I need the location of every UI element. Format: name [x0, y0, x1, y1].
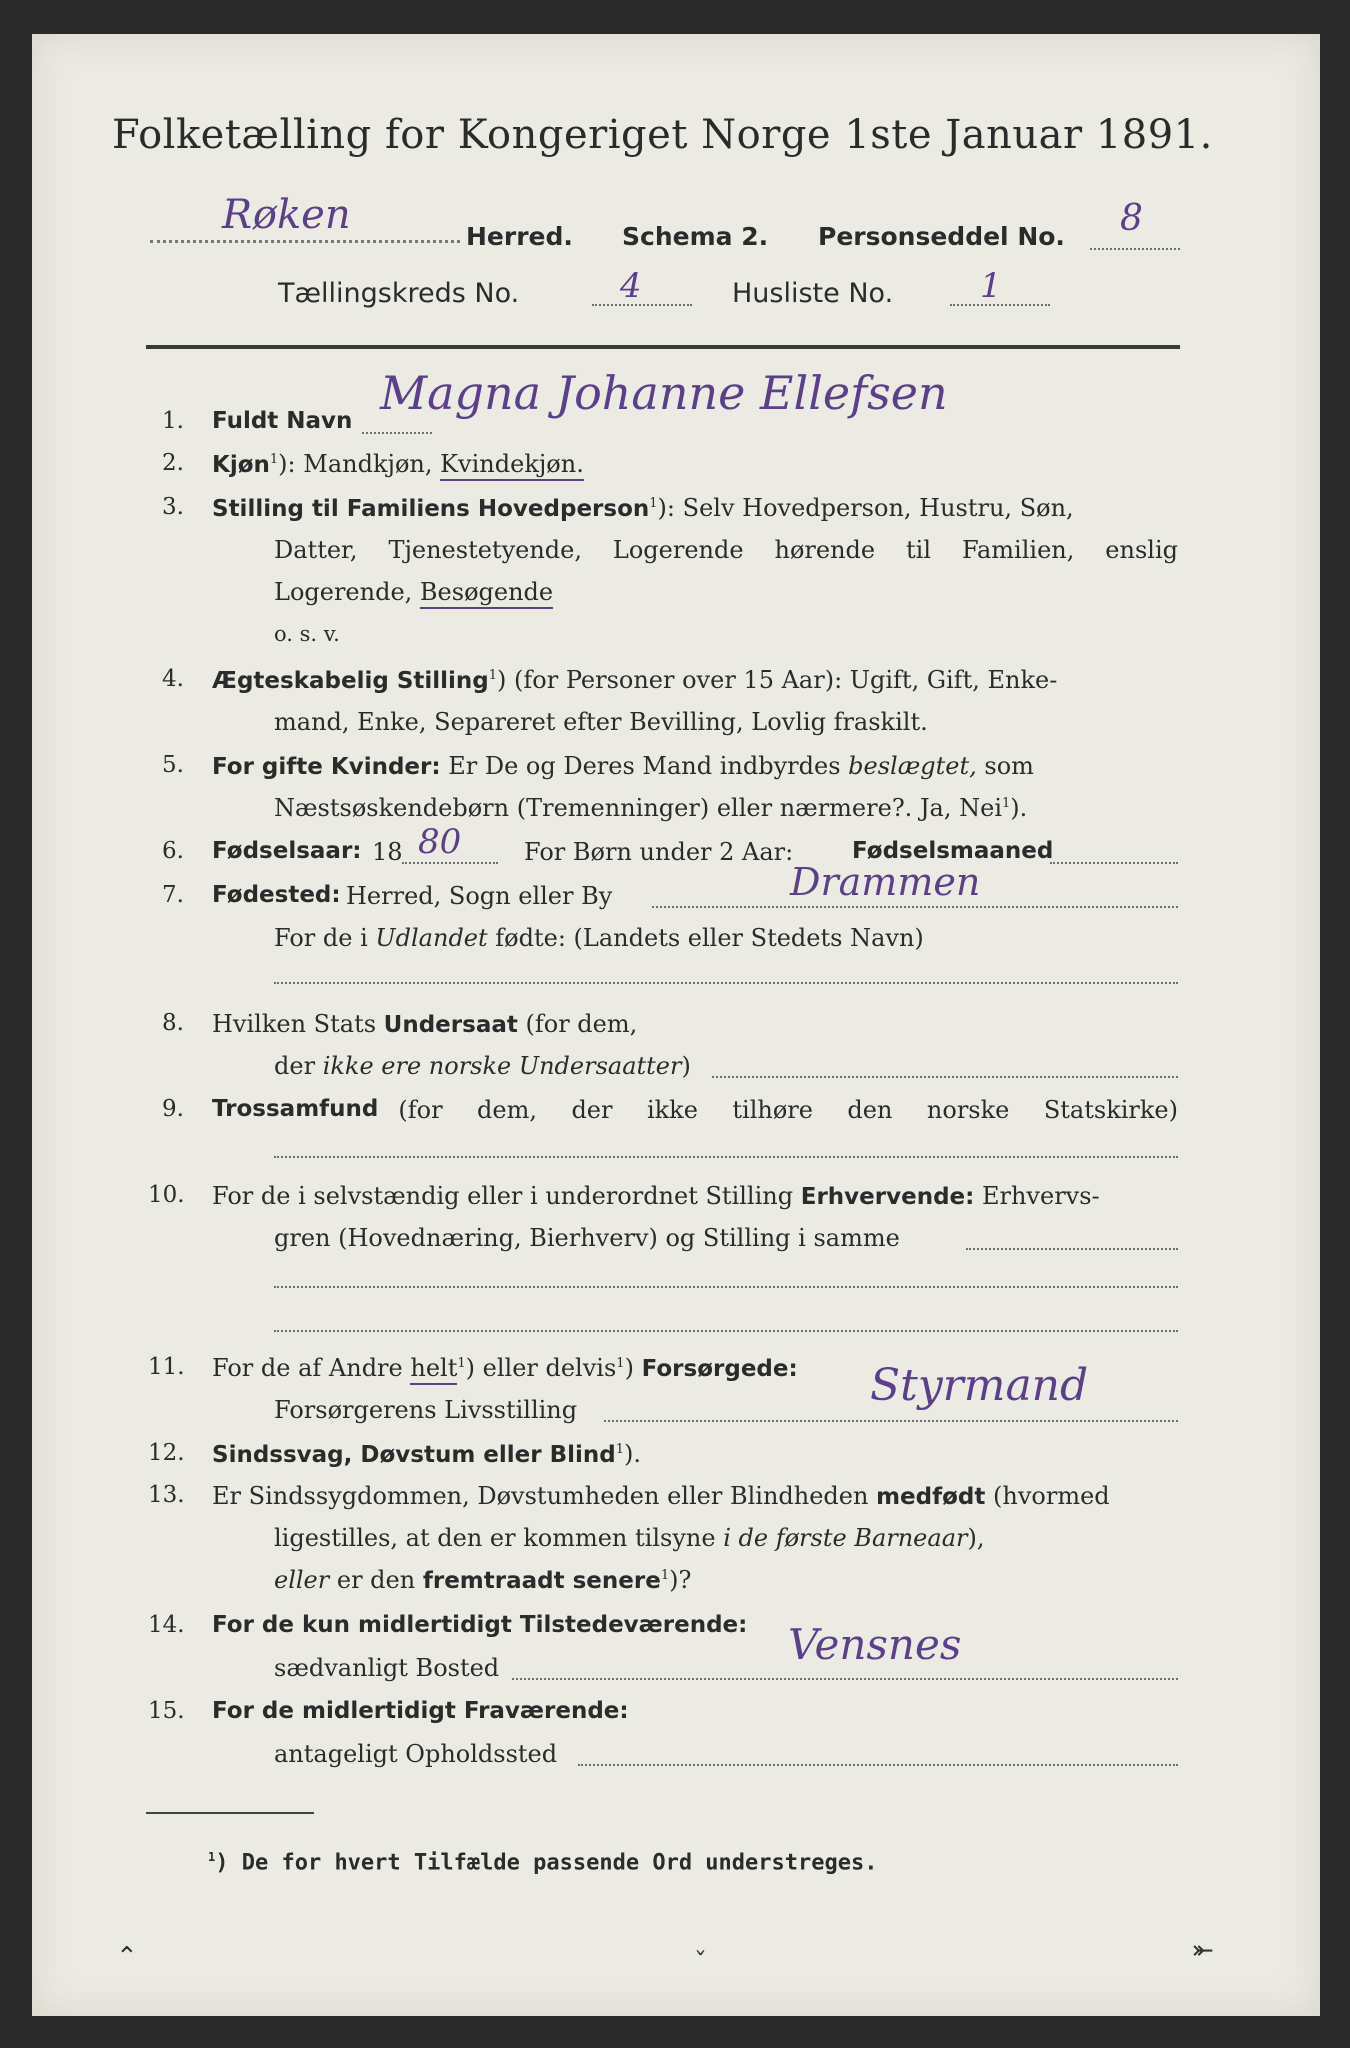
q5-line1-it: beslægtet, — [848, 752, 977, 780]
q15-label: For de midlertidigt Fraværende: — [212, 1698, 629, 1724]
q3-line1: Stilling til Familiens Hovedperson$^1$): Selv Hovedperson, Hustru, Søn, — [212, 494, 1074, 522]
q8-line2-b: ) — [681, 1052, 691, 1080]
q10-line1 — [212, 1182, 1100, 1210]
q9-text: (for dem, der ikke tilhøre den norske Statskirke) — [398, 1096, 1178, 1124]
q1-dots — [362, 432, 432, 434]
q11-line2: Forsørgerens Livsstilling — [274, 1396, 578, 1424]
q4-label: Ægteskabelig Stilling — [212, 668, 489, 694]
q3-line3 — [274, 578, 553, 606]
q6-label: Fødselsaar: — [212, 838, 362, 864]
q8-label: Undersaat — [383, 1012, 518, 1038]
q2-line — [212, 450, 584, 478]
herred-value: Røken — [222, 192, 351, 238]
q15-dots — [578, 1764, 1178, 1766]
q6-text-mid: For Børn under 2 Aar: — [524, 838, 794, 866]
q14-number: 14. — [148, 1612, 185, 1638]
q14-dots — [512, 1678, 1178, 1680]
taellingskreds-value: 4 — [620, 266, 642, 306]
footnote — [208, 1850, 878, 1875]
footnote-sup: 1 — [208, 1850, 216, 1864]
q5-label: For gifte Kvinder: — [212, 754, 441, 780]
q8-line2 — [274, 1052, 691, 1080]
q3-label: Stilling til Familiens Hovedperson — [212, 496, 650, 522]
personseddel-dots — [1090, 248, 1180, 250]
taellingskreds-dots — [592, 304, 692, 306]
q6-answer: 80 — [418, 822, 462, 862]
q2-label: Kjøn — [212, 452, 270, 478]
q3-line1-rest: ): Selv Hovedperson, Hustru, Søn, — [657, 494, 1074, 522]
form-title: Folketælling for Kongeriget Norge 1ste Januar 1891. — [112, 112, 1213, 158]
q14-answer: Vensnes — [788, 1620, 962, 1669]
q12-line: Sindssvag, Døvstum eller Blind$^1$). — [212, 1440, 642, 1468]
q3-line2: Datter, Tjenestetyende, Logerende hørende til Familien, enslig — [274, 536, 1178, 564]
q13-number: 13. — [148, 1482, 185, 1508]
q12-number: 12. — [148, 1440, 185, 1466]
q7-line2-it: Udlandet — [375, 924, 488, 952]
q13-label2: fremtraadt senere — [422, 1568, 661, 1594]
q8-line1-a: Hvilken Stats — [212, 1010, 377, 1038]
q11-number: 11. — [148, 1354, 185, 1380]
q7-line2-b: fødte: (Landets eller Stedets Navn) — [495, 924, 924, 952]
q6-month-dots — [1050, 862, 1178, 864]
q6-year-dots — [402, 862, 498, 864]
q2-number: 2. — [162, 450, 184, 476]
q8-dots — [712, 1076, 1178, 1078]
q13-line2-it: i de første Barneaar — [723, 1524, 968, 1552]
q13-line2 — [274, 1524, 984, 1552]
q2-text-a: ): Mandkjøn, — [278, 450, 433, 478]
q4-number: 4. — [162, 666, 184, 692]
q5-line1-b: som — [984, 752, 1034, 780]
q13-line2-b: ), — [967, 1524, 985, 1552]
q14-label: For de kun midlertidigt Tilstedeværende: — [212, 1612, 748, 1638]
q10-line1-b: Erhvervs- — [981, 1182, 1100, 1210]
q6-label2: Fødselsmaaned — [852, 838, 1054, 864]
q10-line2: gren (Hovednæring, Bierhverv) og Stilling i samme — [274, 1224, 900, 1252]
q6-number: 6. — [162, 838, 184, 864]
q10-number: 10. — [148, 1182, 185, 1208]
q4-line1: Ægteskabelig Stilling$^1$) (for Personer over 15 Aar): Ugift, Gift, Enke- — [212, 666, 1058, 694]
q11-helt: helt — [410, 1354, 457, 1385]
q9-label: Trossamfund — [212, 1096, 379, 1122]
header-rule — [146, 345, 1180, 349]
q13-line3-b: )? — [669, 1566, 692, 1594]
q10-dots2 — [274, 1286, 1178, 1288]
q3-line3-a: Logerende, — [274, 578, 413, 606]
q10-dots3 — [274, 1330, 1178, 1332]
q7-number: 7. — [162, 882, 184, 908]
q4-line2: mand, Enke, Separeret efter Bevilling, Lovlig fraskilt. — [274, 708, 928, 736]
q3-besogende: Besøgende — [420, 578, 553, 609]
corner-mark-left-icon: ⌃ — [116, 1942, 138, 1972]
q13-line3-it: eller — [274, 1566, 330, 1594]
q14-line2: sædvanligt Bosted — [274, 1654, 500, 1682]
footnote-text: ) De for hvert Tilfælde passende Ord understreges. — [215, 1850, 878, 1876]
q3-line4: o. s. v. — [274, 622, 340, 646]
q8-number: 8. — [162, 1010, 184, 1036]
center-mark-icon: ˇ — [694, 1948, 707, 1978]
q11-line1-b: ) eller delvis — [465, 1354, 617, 1382]
schema-label: Schema 2. — [622, 222, 769, 251]
q1-number: 1. — [162, 408, 184, 434]
q13-line3-a: er den — [336, 1566, 416, 1594]
q5-line2-text: Næstsøskendebørn (Tremenninger) eller nærmere?. Ja, Nei — [274, 794, 1003, 822]
corner-mark-right-icon: ⤜ — [1192, 1936, 1214, 1966]
q8-line1 — [212, 1010, 637, 1038]
q9-line — [212, 1096, 1178, 1124]
q13-line1-b: (hvormed — [993, 1482, 1110, 1510]
husliste-label: Husliste No. — [732, 278, 894, 309]
q15-number: 15. — [148, 1698, 185, 1724]
q5-line1-a: Er De og Deres Mand indbyrdes — [448, 752, 841, 780]
q11-dots — [604, 1420, 1178, 1422]
q7-dots — [652, 906, 1178, 908]
q15-line2: antageligt Opholdssted — [274, 1740, 558, 1768]
q12-rest: ). — [624, 1440, 642, 1468]
taellingskreds-label: Tællingskreds No. — [278, 278, 520, 309]
q3-number: 3. — [162, 494, 184, 520]
q11-line1-c: ) — [624, 1354, 634, 1382]
q7-answer: Drammen — [790, 860, 981, 904]
q7-extra-dots — [274, 982, 1178, 984]
q11-answer: Styrmand — [870, 1360, 1089, 1411]
q6-prefix: 18 — [372, 838, 403, 866]
q10-label: Erhvervende: — [800, 1184, 975, 1210]
husliste-value: 1 — [980, 266, 1002, 306]
q5-line1 — [212, 752, 1034, 780]
footnote-rule — [146, 1812, 314, 1814]
q1-label: Fuldt Navn — [212, 408, 353, 434]
q2-sup: 1 — [269, 452, 279, 467]
q9-number: 9. — [162, 1096, 184, 1122]
q7-line2 — [274, 924, 924, 952]
q12-label: Sindssvag, Døvstum eller Blind — [212, 1442, 616, 1468]
q7-text: Herred, Sogn eller By — [346, 882, 613, 910]
q4-line1-rest: ) (for Personer over 15 Aar): Ugift, Gift, Enke- — [497, 666, 1058, 694]
q11-line1: For de af Andre helt$^1$) eller delvis$^1$) Forsørgede: — [212, 1354, 798, 1382]
q10-line1-a: For de i selvstændig eller i underordnet Stilling — [212, 1182, 794, 1210]
q5-line2: Næstsøskendebørn (Tremenninger) eller nærmere?. Ja, Nei$^1$). — [274, 794, 1028, 822]
q11-label: Forsørgede: — [641, 1356, 798, 1382]
q8-line2-a: der — [274, 1052, 316, 1080]
personseddel-label: Personseddel No. — [818, 222, 1065, 251]
q2-kvindekjon: Kvindekjøn. — [440, 450, 584, 481]
q1-answer: Magna Johanne Ellefsen — [380, 366, 948, 420]
q7-line2-a: For de i — [274, 924, 368, 952]
q13-line1 — [212, 1482, 1110, 1510]
q7-label: Fødested: — [212, 882, 341, 908]
q13-line1-a: Er Sindssygdommen, Døvstumheden eller Blindheden — [212, 1482, 869, 1510]
q13-label: medfødt — [876, 1484, 986, 1510]
q11-line1-a: For de af Andre — [212, 1354, 403, 1382]
q13-line2-a: ligestilles, at den er kommen tilsyne — [274, 1524, 716, 1552]
q10-dots1 — [966, 1248, 1178, 1250]
personseddel-value: 8 — [1120, 198, 1143, 239]
q9-dots — [274, 1156, 1178, 1158]
herred-label: Herred. — [466, 222, 573, 251]
q5-number: 5. — [162, 752, 184, 778]
q8-line2-it: ikke ere norske Undersaatter — [322, 1052, 682, 1080]
q13-line3: eller er den fremtraadt senere$^1$)? — [274, 1566, 692, 1594]
q8-line1-b: (for dem, — [525, 1010, 638, 1038]
